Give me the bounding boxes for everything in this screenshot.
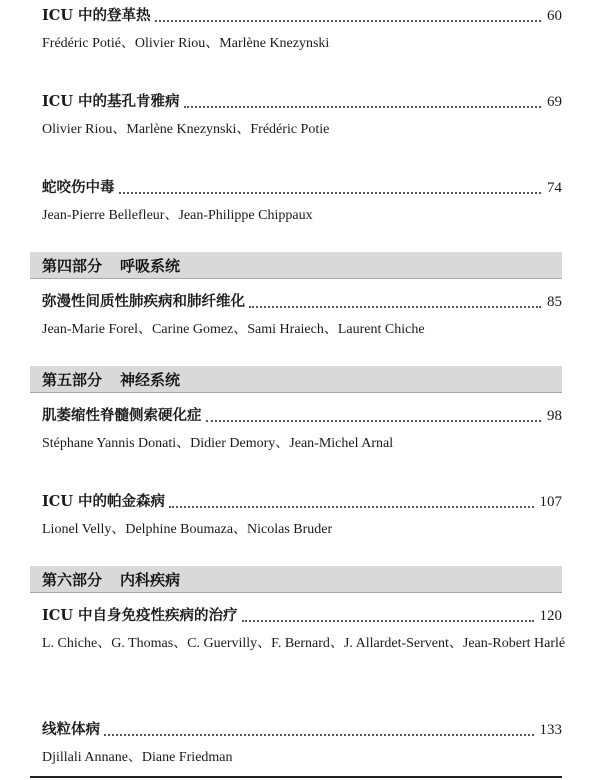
- section-label: 第四部分: [42, 256, 103, 275]
- entry-authors: L. Chiche、G. Thomas、C. Guervilly、F. Bernard、J. Allardet-Servent、Jean-Robert Harlé: [42, 636, 566, 651]
- dot-leader: [184, 106, 541, 108]
- dot-leader: [155, 20, 541, 22]
- entry-title-text: ICU 中的基孔肯雅病: [42, 93, 180, 110]
- page-number: 98: [547, 408, 562, 424]
- toc-entry-title[interactable]: [42, 490, 562, 512]
- dot-leader: [206, 420, 542, 422]
- toc-entry-title[interactable]: [42, 4, 562, 26]
- entry-title-text: ICU 中的登革热: [42, 7, 151, 24]
- section-header: [30, 366, 562, 393]
- toc-entry-title[interactable]: [42, 604, 562, 626]
- toc-entry-title[interactable]: [42, 718, 562, 740]
- page-number: 107: [539, 494, 562, 510]
- entry-authors: Djillali Annane、Diane Friedman: [42, 750, 233, 765]
- dot-leader: [104, 734, 534, 736]
- entry-title-text: ICU 中自身免疫性疾病的治疗: [42, 607, 238, 624]
- dot-leader: [242, 620, 534, 622]
- entry-authors: Jean-Pierre Bellefleur、Jean-Philippe Chippaux: [42, 208, 313, 223]
- section-label: 第六部分: [42, 570, 103, 589]
- entry-authors: Frédéric Potié、Olivier Riou、Marlène Knezynski: [42, 36, 330, 51]
- dot-leader: [169, 506, 533, 508]
- entry-title-text: 肌萎缩性脊髓侧索硬化症: [42, 407, 202, 424]
- entry-title-text: 弥漫性间质性肺疾病和肺纤维化: [42, 293, 245, 310]
- page-number: 60: [547, 8, 562, 24]
- section-name: 神经系统: [120, 370, 181, 389]
- page-number: 69: [547, 94, 562, 110]
- toc-entry-title[interactable]: [42, 90, 562, 112]
- bottom-rule: [30, 776, 562, 778]
- section-name: 内科疾病: [120, 570, 181, 589]
- entry-authors: Lionel Velly、Delphine Boumaza、Nicolas Bruder: [42, 522, 333, 537]
- entry-authors: Jean-Marie Forel、Carine Gomez、Sami Hraiech、Laurent Chiche: [42, 322, 425, 337]
- page-number: 133: [539, 722, 562, 738]
- dot-leader: [249, 306, 541, 308]
- entry-title-text: ICU 中的帕金森病: [42, 493, 166, 510]
- section-header: [30, 566, 562, 593]
- entry-title-text: 蛇咬伤中毒: [42, 179, 115, 196]
- toc-entry-title[interactable]: [42, 176, 562, 198]
- entry-title-text: 线粒体病: [42, 721, 100, 738]
- section-name: 呼吸系统: [120, 256, 181, 275]
- section-label: 第五部分: [42, 370, 103, 389]
- entry-authors: Stéphane Yannis Donati、Didier Demory、Jean-Michel Arnal: [42, 436, 394, 451]
- entry-authors: Olivier Riou、Marlène Knezynski、Frédéric Potie: [42, 122, 330, 137]
- page-number: 120: [539, 608, 562, 624]
- page-number: 74: [547, 180, 562, 196]
- toc-entry-title[interactable]: [42, 290, 562, 312]
- dot-leader: [119, 192, 542, 194]
- toc-entry-title[interactable]: [42, 404, 562, 426]
- section-header: [30, 252, 562, 279]
- page-number: 85: [547, 294, 562, 310]
